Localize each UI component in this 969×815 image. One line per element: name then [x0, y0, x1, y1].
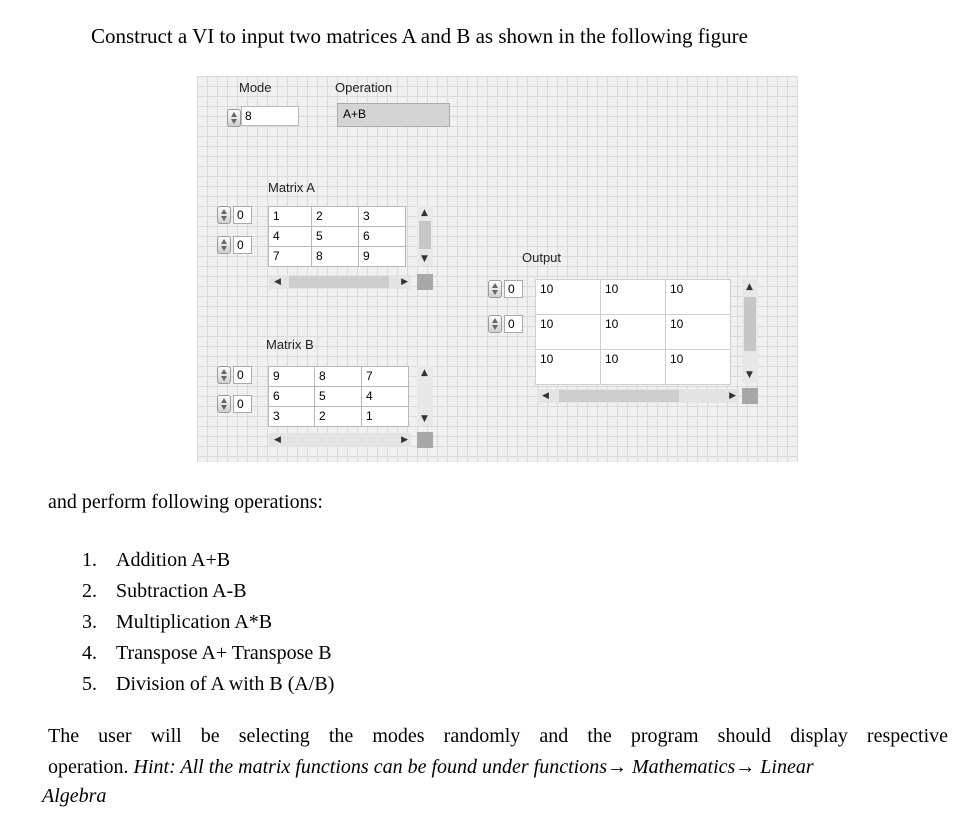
matrix-b-cell[interactable]: 9 — [269, 367, 314, 386]
matrix-a-cell[interactable]: 4 — [269, 227, 311, 246]
matrix-b-label: Matrix B — [266, 337, 314, 352]
matrix-b-cell[interactable]: 1 — [362, 407, 408, 426]
instructions-line-2 — [48, 752, 948, 783]
instructions-plain-text: operation. — [48, 756, 129, 778]
mode-label: Mode — [239, 80, 272, 95]
matrix-a-horizontal-scrollbar[interactable] — [269, 275, 411, 289]
truncated-line: Algebra — [42, 785, 107, 807]
list-item-text: Transpose A+ Transpose B — [116, 642, 332, 664]
matrix-a-label: Matrix A — [268, 180, 315, 195]
matrix-a-row-index[interactable] — [217, 206, 252, 224]
list-item-number: 1. — [82, 549, 97, 571]
output-cell: 10 — [601, 315, 665, 349]
matrix-a-vertical-scrollbar[interactable] — [417, 206, 433, 266]
output-cell: 10 — [666, 350, 730, 384]
list-item-text: Addition A+B — [116, 549, 231, 571]
matrix-b-row-index[interactable] — [217, 366, 252, 384]
scroll-thumb[interactable] — [419, 221, 431, 249]
matrix-b-vertical-scrollbar[interactable] — [417, 366, 433, 426]
scroll-left-icon[interactable]: ◀ — [542, 391, 549, 401]
matrix-a-cell[interactable]: 3 — [359, 207, 405, 226]
col-index-value[interactable]: 0 — [233, 395, 252, 413]
list-item — [82, 576, 334, 607]
operations-list — [82, 545, 334, 700]
scroll-right-icon[interactable]: ▶ — [401, 435, 408, 445]
matrix-a-cell[interactable]: 8 — [312, 247, 358, 266]
matrix-a-cell[interactable]: 6 — [359, 227, 405, 246]
matrix-b-horizontal-scrollbar[interactable] — [269, 433, 411, 447]
scroll-down-icon[interactable]: ▼ — [746, 370, 753, 380]
row-index-spinner-icon[interactable] — [488, 280, 502, 298]
scroll-right-icon[interactable]: ▶ — [729, 391, 736, 401]
row-index-spinner-icon[interactable] — [217, 206, 231, 224]
matrix-b-cell[interactable]: 3 — [269, 407, 314, 426]
row-index-value[interactable]: 0 — [233, 206, 252, 224]
list-item-text: Division of A with B (A/B) — [116, 673, 335, 695]
instructions-line-1: The user will be selecting the modes randomly and the program should display respective — [48, 725, 948, 747]
matrix-b-cell[interactable]: 2 — [315, 407, 361, 426]
hint-text: Hint: All the matrix functions can be found under functions→ Mathematics→ Linear — [133, 756, 814, 778]
output-cell: 10 — [536, 350, 600, 384]
row-index-spinner-icon[interactable] — [217, 366, 231, 384]
scroll-up-icon[interactable]: ▲ — [421, 208, 428, 218]
list-item-number: 5. — [82, 673, 97, 695]
output-horizontal-scrollbar[interactable] — [537, 389, 739, 403]
scroll-left-icon[interactable]: ◀ — [274, 435, 281, 445]
scroll-down-icon[interactable]: ▼ — [421, 414, 428, 424]
output-row-index[interactable] — [488, 280, 523, 298]
output-corner-block — [742, 388, 758, 404]
list-item — [82, 545, 334, 576]
output-grid — [535, 279, 731, 385]
list-item — [82, 607, 334, 638]
output-vertical-scrollbar[interactable] — [742, 279, 758, 383]
matrix-a-col-index[interactable] — [217, 236, 252, 254]
scroll-left-icon[interactable]: ◀ — [274, 277, 281, 287]
matrix-a-grid — [268, 206, 406, 267]
scroll-thumb[interactable] — [559, 390, 679, 402]
matrix-a-cell[interactable]: 1 — [269, 207, 311, 226]
matrix-b-cell[interactable]: 6 — [269, 387, 314, 406]
output-cell: 10 — [601, 350, 665, 384]
output-cell: 10 — [666, 280, 730, 314]
row-index-value[interactable]: 0 — [233, 366, 252, 384]
col-index-spinner-icon[interactable] — [488, 315, 502, 333]
output-cell: 10 — [601, 280, 665, 314]
scroll-down-icon[interactable]: ▼ — [421, 254, 428, 264]
matrix-b-cell[interactable]: 8 — [315, 367, 361, 386]
row-index-value[interactable]: 0 — [504, 280, 523, 298]
scroll-thumb[interactable] — [289, 276, 389, 288]
matrix-b-cell[interactable]: 4 — [362, 387, 408, 406]
matrix-a-cell[interactable]: 2 — [312, 207, 358, 226]
matrix-b-col-index[interactable] — [217, 395, 252, 413]
mode-increment-decrement-icon[interactable] — [227, 109, 241, 127]
operation-label: Operation — [335, 80, 393, 95]
operation-display: A+B — [337, 103, 450, 127]
output-cell: 10 — [536, 280, 600, 314]
list-item — [82, 638, 334, 669]
matrix-b-cell[interactable]: 7 — [362, 367, 408, 386]
list-item-number: 4. — [82, 642, 97, 664]
matrix-a-corner-block — [417, 274, 433, 290]
col-index-spinner-icon[interactable] — [217, 236, 231, 254]
output-cell: 10 — [666, 315, 730, 349]
scroll-thumb[interactable] — [744, 297, 756, 351]
intro-text: and perform following operations: — [48, 491, 323, 513]
list-item-number: 3. — [82, 611, 97, 633]
output-cell: 10 — [536, 315, 600, 349]
list-item-text: Subtraction A-B — [116, 580, 247, 602]
scroll-right-icon[interactable]: ▶ — [401, 277, 408, 287]
page-heading: Construct a VI to input two matrices A and B as shown in the following figure — [91, 24, 748, 48]
mode-input[interactable]: 8 — [241, 106, 299, 126]
col-index-value[interactable]: 0 — [504, 315, 523, 333]
list-item-number: 2. — [82, 580, 97, 602]
output-label: Output — [522, 250, 562, 265]
list-item-text: Multiplication A*B — [116, 611, 273, 633]
list-item — [82, 669, 334, 700]
labview-front-panel — [197, 76, 798, 462]
col-index-value[interactable]: 0 — [233, 236, 252, 254]
col-index-spinner-icon[interactable] — [217, 395, 231, 413]
instructions-paragraph — [48, 721, 948, 783]
matrix-a-cell[interactable]: 9 — [359, 247, 405, 266]
matrix-a-cell[interactable]: 7 — [269, 247, 311, 266]
scroll-up-icon[interactable]: ▲ — [746, 282, 753, 292]
matrix-b-cell[interactable]: 5 — [315, 387, 361, 406]
scroll-up-icon[interactable]: ▲ — [421, 368, 428, 378]
matrix-a-cell[interactable]: 5 — [312, 227, 358, 246]
output-col-index[interactable] — [488, 315, 523, 333]
matrix-b-grid — [268, 366, 409, 427]
matrix-b-corner-block — [417, 432, 433, 448]
